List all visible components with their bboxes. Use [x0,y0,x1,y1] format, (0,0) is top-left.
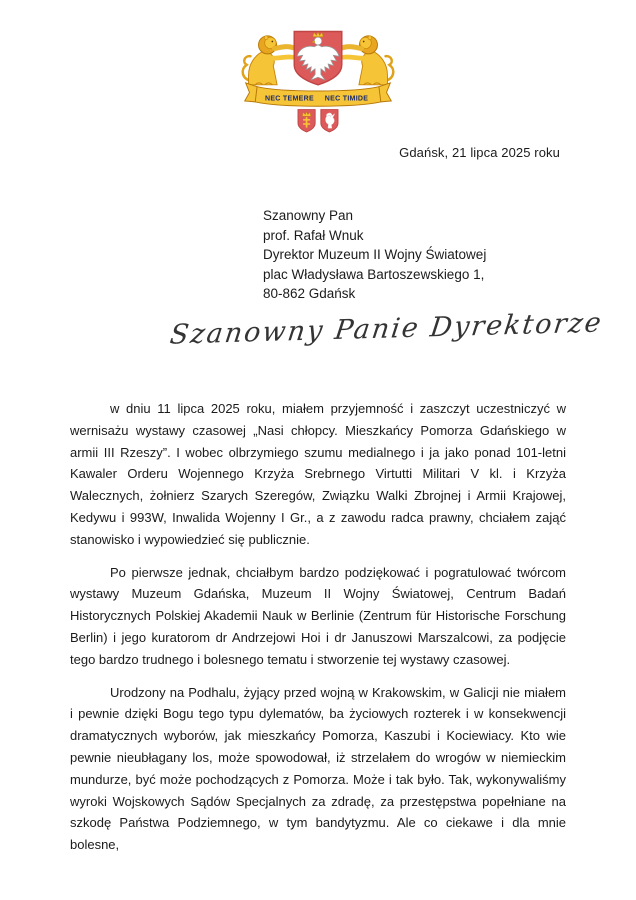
recipient-name: prof. Rafał Wnuk [263,227,364,243]
paragraph-3: Urodzony na Podhalu, żyjący przed wojną w Krakowskim, w Galicji nie miałem i pewnie dzięki Bogu tego typu dylematów, ba życiowych rozterek i w konsekwencji dramatycznych wyborów, jak mieszkańcy Pomorza, Kaszubi i Kociewiacy. Kto wie pewnie nieubłagany los, może spowodował, iż strzelałem do wrogów w niemieckim mundurze, być może pochodzących z Pomorza. Może i tak było. Tak, wykonywaliśmy wyroki Wojskowych Sądów Specjalnych za zdradę, za przestępstwa popełniane na szkodę Państwa Podziemnego, w tym bandytyzmu. Ale co ciekawe i dla mnie bolesne, [70,684,566,853]
paragraph-1: w dniu 11 lipca 2025 roku, miałem przyjemność i zaszczyt uczestniczyć w wernisażu wystawy czasowej „Nasi chłopcy. Mieszkańcy Pomorza Gdańskiego w armii III Rzeszy”. I wobec olbrzymiego szumu medialnego i ja jako ponad 101-letni Kawaler Orderu Wojennego Krzyża Srebrnego Virtutti Militari V kl. i Krzyża Walecznych, żołnierz Szarych Szeregów, Związku Walki Zbrojnej i Armii Krajowej, Kedywu i 993W, Inwalida Wojenny I Gr., a z zawodu radca prawny, chciałem zająć stanowisko i wypowiedzieć się publicznie. [70,401,566,547]
letter-body [70,398,566,867]
motto-ribbon [245,83,392,106]
motto-left-text: NEC TEMERE [264,95,314,103]
recipient-block [263,206,486,304]
paragraph-2: Po pierwsze jednak, chciałbym bardzo podziękować i pogratulować twórcom wystawy Muzeum Gdańska, Muzeum II Wojny Światowej, Centrum Badań Historycznych Polskiej Akademii Nauk w Berlinie (Zentrum für Historische Forschung Berlin) i jego kuratorom dr Andrzejowi Hoi i dr Januszowi Marszalcowi, za podjęcie tego bardzo trudnego i bolesnego tematu i stworzenie tej wystawy czasowej. [70,564,566,667]
griffin-shield-icon [321,110,338,132]
motto-right-text: NEC TIMIDE [324,95,369,103]
eagle-shield-icon [294,32,342,85]
lion-left-icon [243,36,294,85]
handwritten-salutation: Szanowny Panie Dyrektorze [168,307,605,351]
recipient-title: Dyrektor Muzeum II Wojny Światowej [263,247,487,263]
recipient-city: 80-862 Gdańsk [263,286,356,302]
date-line: Gdańsk, 21 lipca 2025 roku [399,145,560,160]
gdansk-shield-icon [298,110,315,132]
recipient-street: plac Władysława Bartoszewskiego 1, [263,266,485,282]
coat-of-arms [222,22,414,140]
lion-right-icon [343,36,394,85]
recipient-salutation: Szanowny Pan [263,208,354,223]
coat-of-arms-graphic [222,22,414,140]
